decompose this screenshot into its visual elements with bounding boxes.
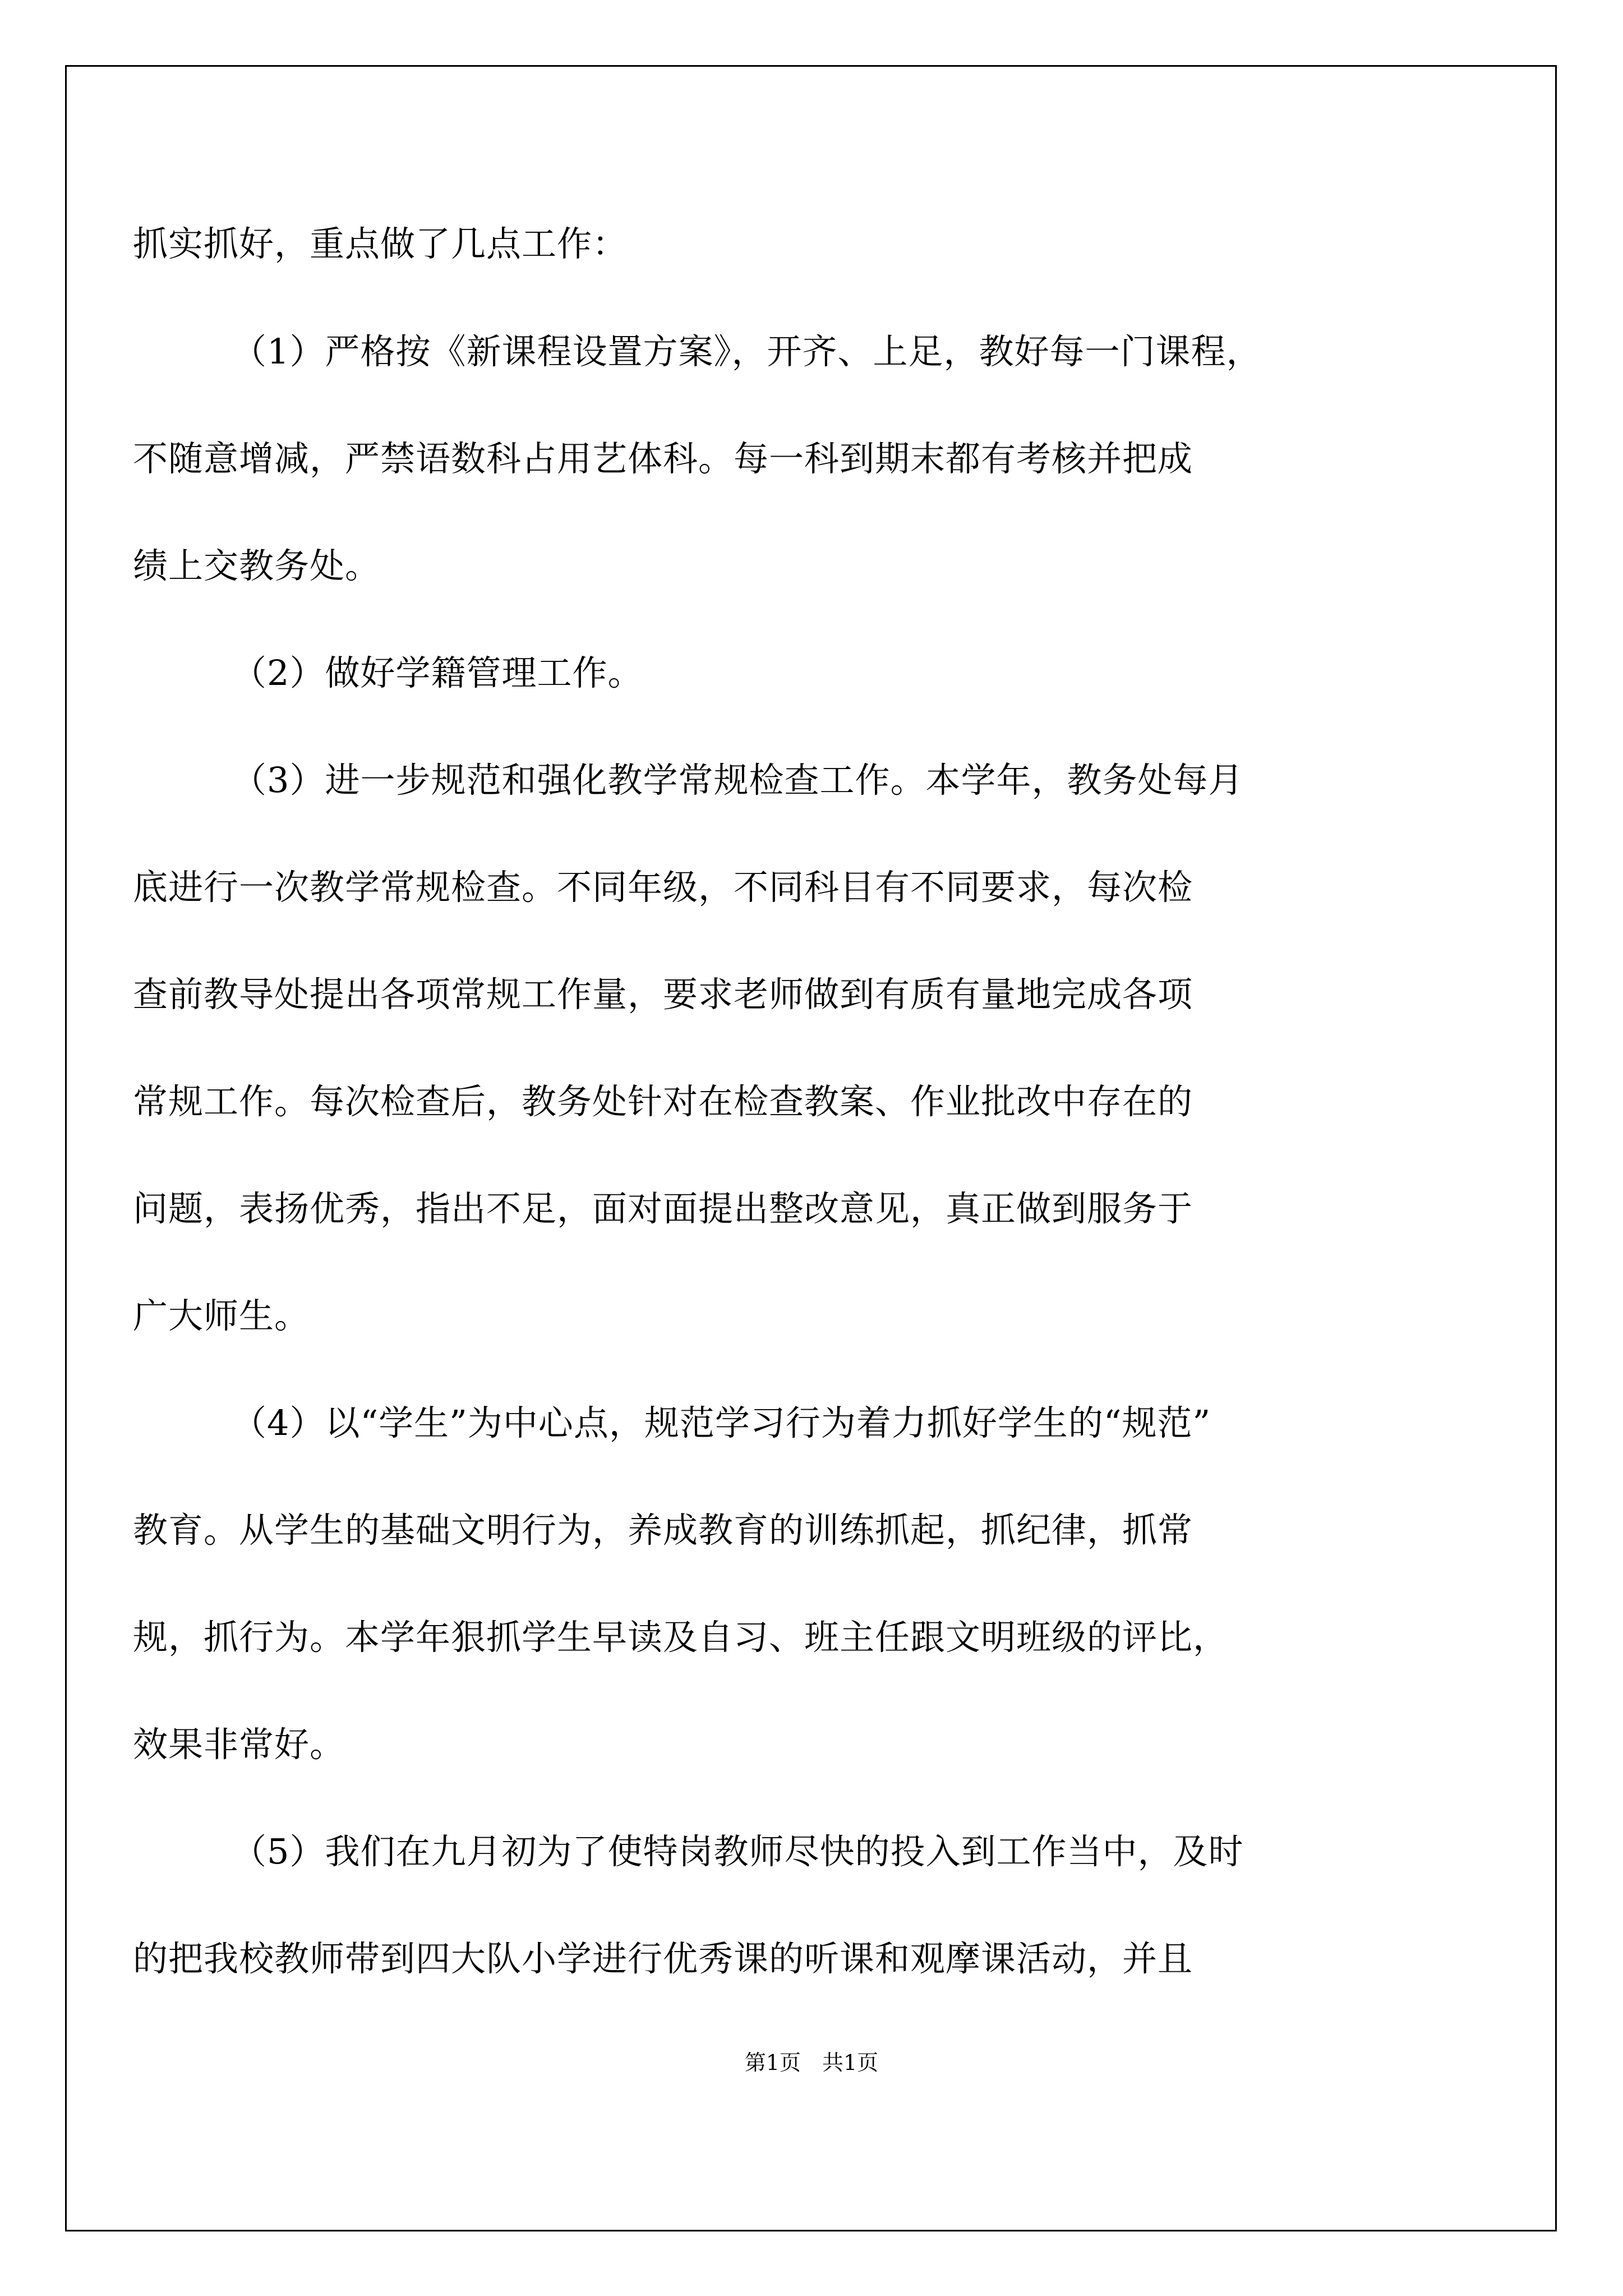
text-line: 底进行一次教学常规检查。不同年级，不同科目有不同要求，每次检 — [133, 867, 1193, 908]
text-line: （3）进一步规范和强化教学常规检查工作。本学年，教务处每月 — [232, 760, 1244, 800]
page-number-footer: 第1页 共1页 — [744, 2050, 879, 2075]
text-line: （5）我们在九月初为了使特岗教师尽快的投入到工作当中，及时 — [232, 1831, 1244, 1872]
text-line: 抓实抓好，重点做了几点工作： — [133, 223, 628, 264]
text-line: 不随意增减，严禁语数科占用艺体科。每一科到期末都有考核并把成 — [133, 438, 1193, 479]
text-line: 广大师生。 — [133, 1295, 310, 1336]
text-line: 常规工作。每次检查后，教务处针对在检查教案、作业批改中存在的 — [133, 1081, 1193, 1122]
text-line: 查前教导处提出各项常规工作量，要求老师做到有质有量地完成各项 — [133, 974, 1193, 1015]
text-line: 的把我校教师带到四大队小学进行优秀课的听课和观摩课活动，并且 — [133, 1938, 1193, 1979]
text-line: 规，抓行为。本学年狠抓学生早读及自习、班主任跟文明班级的评比， — [133, 1617, 1229, 1658]
text-line: 教育。从学生的基础文明行为，养成教育的训练抓起，抓纪律，抓常 — [133, 1510, 1193, 1550]
text-line: （2）做好学籍管理工作。 — [232, 652, 643, 693]
text-line: 效果非常好。 — [133, 1724, 345, 1765]
text-line: 问题，表扬优秀，指出不足，面对面提出整改意见，真正做到服务于 — [133, 1188, 1193, 1229]
text-line: 绩上交教务处。 — [133, 545, 381, 586]
text-line: （1）严格按《新课程设置方案》，开齐、上足，教好每一门课程， — [232, 331, 1262, 372]
text-line: （4）以“学生”为中心点，规范学习行为着力抓好学生的“规范” — [232, 1402, 1211, 1443]
